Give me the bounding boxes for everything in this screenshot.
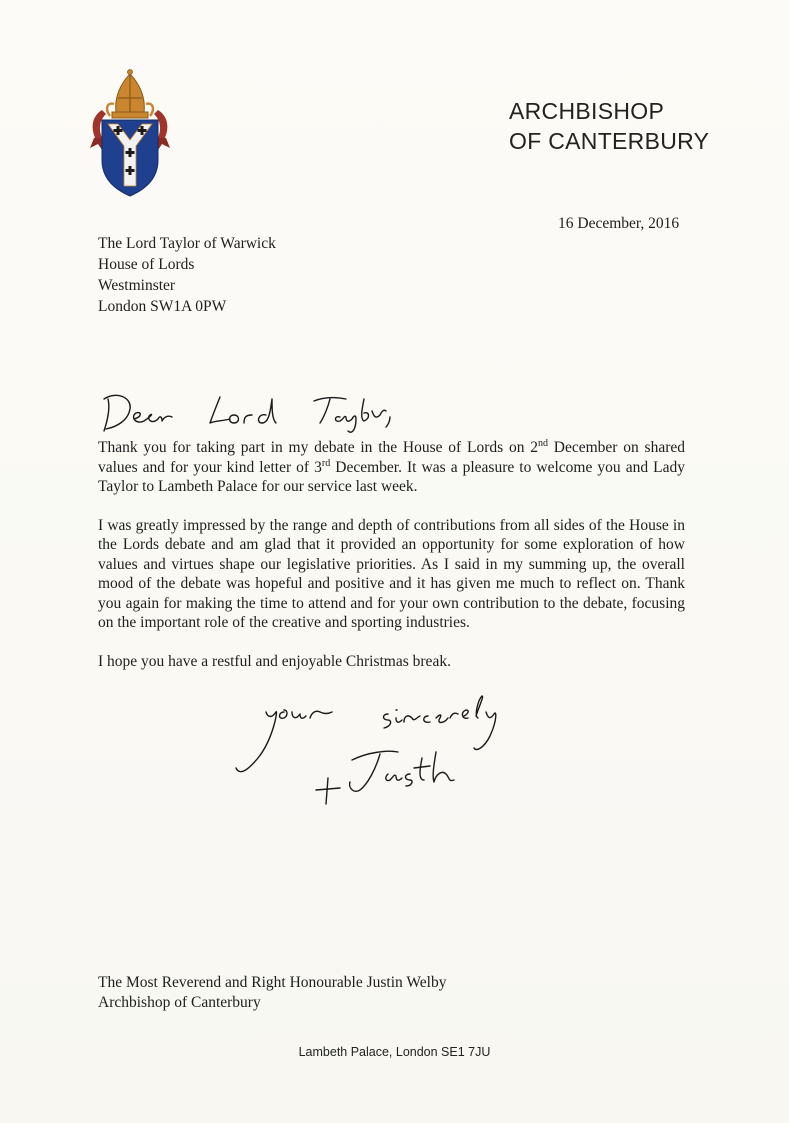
body-p1-part-b: December on shared values and for your kind letter of 3 [98,439,685,476]
recipient-address [98,233,276,317]
recipient-line1: The Lord Taylor of Warwick [98,235,276,252]
sender-line1: The Most Reverend and Right Honourable Justin Welby [98,974,447,991]
letterhead-title [509,96,709,156]
letter-date: 16 December, 2016 [558,215,680,232]
recipient-line4: London SW1A 0PW [98,298,227,315]
body-p1-superscript-2: rd [321,457,331,469]
recipient-line2: House of Lords [98,256,195,273]
handwritten-salutation [102,385,402,435]
body-p1-part-a: Thank you for taking part in my debate in the House of Lords on 2 [98,439,538,456]
letterhead-title-line1: ARCHBISHOP [509,98,665,124]
footer-address-text: Lambeth Palace, London SE1 7JU [298,1045,491,1059]
archbishop-coat-of-arms-icon [88,68,172,198]
letter-body [98,438,685,690]
footer-address [0,1045,789,1059]
body-p1-superscript-1: nd [538,437,548,449]
sender-line2: Archbishop of Canterbury [98,994,261,1011]
letterhead-title-line2: OF CANTERBURY [509,128,710,154]
handwritten-signature [228,688,518,808]
sender-block [98,973,446,1013]
body-paragraph-2: I was greatly impressed by the range and depth of contributions from all sides of the House in the Lords debate and am glad that it provided an opportunity for some exploration of how values and virtues shape our legislative priorities. As I said in my summing up, the overall mood of the debate was hopeful and positive and it has given me much to reflect on. Thank you again for making the time to attend and for your own contribution to the debate, focusing on the important role of the creative and sporting industries. [98,516,685,631]
recipient-line3: Westminster [98,277,176,294]
body-paragraph-3: I hope you have a restful and enjoyable Christmas break. [98,652,451,670]
body-p1-part-c: December. It was a pleasure to welcome you and Lady Taylor to Lambeth Palace for our service last week. [98,458,685,495]
body-paragraph-1 [98,438,685,497]
